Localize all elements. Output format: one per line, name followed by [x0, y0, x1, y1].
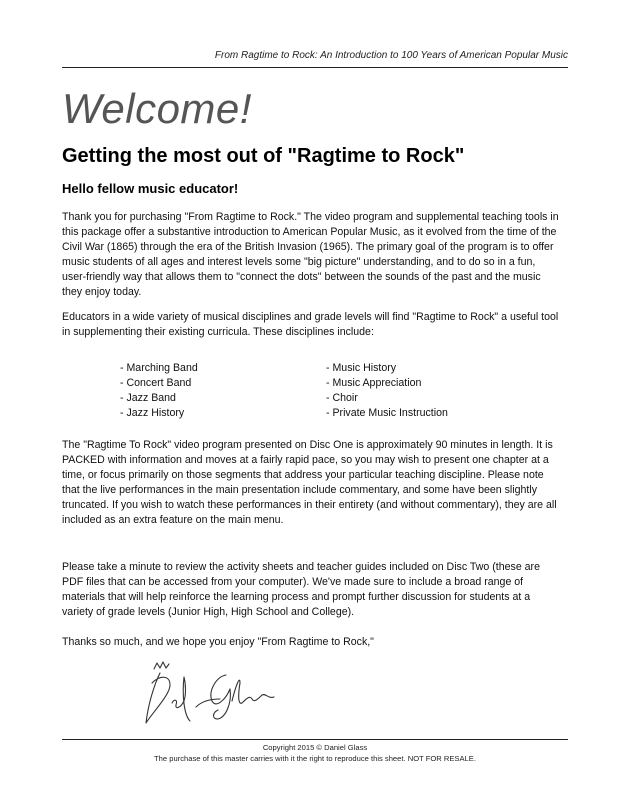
- list-item: - Jazz Band: [120, 392, 176, 404]
- footer-notice: The purchase of this master carries with it the right to reproduce this sheet. NOT FOR RESALE.: [154, 754, 476, 763]
- video-program-paragraph: The "Ragtime To Rock" video program presented on Disc One is approximately 90 minutes in length. It is PACKED with information and moves at a fairly rapid pace, so you may wish to present one chapter at a time, or focus primarily on those segments that address your particular teaching discipline. Please note that the live performances in the main presentation include commentary, and some have been slightly truncated. If you wish to watch these performances in their entirety (and without commentary), they are all included as an extra feature on the main menu.: [62, 439, 557, 526]
- disciplines-list-left: [120, 361, 198, 421]
- welcome-heading: Welcome!: [62, 85, 252, 132]
- list-item: - Private Music Instruction: [326, 407, 448, 419]
- page-title: Getting the most out of "Ragtime to Rock": [62, 145, 465, 167]
- disciplines-intro-paragraph: Educators in a wide variety of musical disciplines and grade levels will find "Ragtime to Rock" a useful tool in supplementing their existing curricula. These disciplines include:: [62, 311, 559, 338]
- running-header: From Ragtime to Rock: An Introduction to 100 Years of American Popular Music: [214, 50, 568, 61]
- materials-paragraph: Please take a minute to review the activity sheets and teacher guides included on Disc Two (these are PDF files that can be accessed from your computer). We've made sure to include a broad range of materials that will help reinforce the learning process and prompt further discussion for students at a variety of grade levels (Junior High, High School and College).: [62, 561, 540, 618]
- closing-paragraph: Thanks so much, and we hope you enjoy "From Ragtime to Rock,": [62, 636, 374, 648]
- list-item: - Music History: [326, 362, 397, 374]
- list-item: - Jazz History: [120, 407, 185, 419]
- intro-paragraph: Thank you for purchasing "From Ragtime to Rock." The video program and supplemental teaching tools in this package offer a substantive introduction to American Popular Music, as it evolved from the time of the Civil War (1865) through the era of the British Invasion (1965). The primary goal of the program is to offer music students of all ages and interest levels some "big picture" understanding, and to do so in a fun, user-friendly way that allows them to "connect the dots" between the sounds of the past and the music they enjoy today.: [62, 211, 559, 298]
- footer-copyright: Copyright 2015 © Daniel Glass: [262, 743, 368, 752]
- greeting: Hello fellow music educator!: [62, 181, 239, 196]
- list-item: - Marching Band: [120, 362, 198, 374]
- header-rule: [62, 67, 568, 68]
- footer-rule: [62, 739, 568, 740]
- list-item: - Choir: [326, 392, 358, 404]
- handwritten-signature-icon: [140, 655, 280, 730]
- list-item: - Concert Band: [120, 377, 192, 389]
- list-item: - Music Appreciation: [326, 377, 422, 389]
- disciplines-list-right: [326, 361, 448, 421]
